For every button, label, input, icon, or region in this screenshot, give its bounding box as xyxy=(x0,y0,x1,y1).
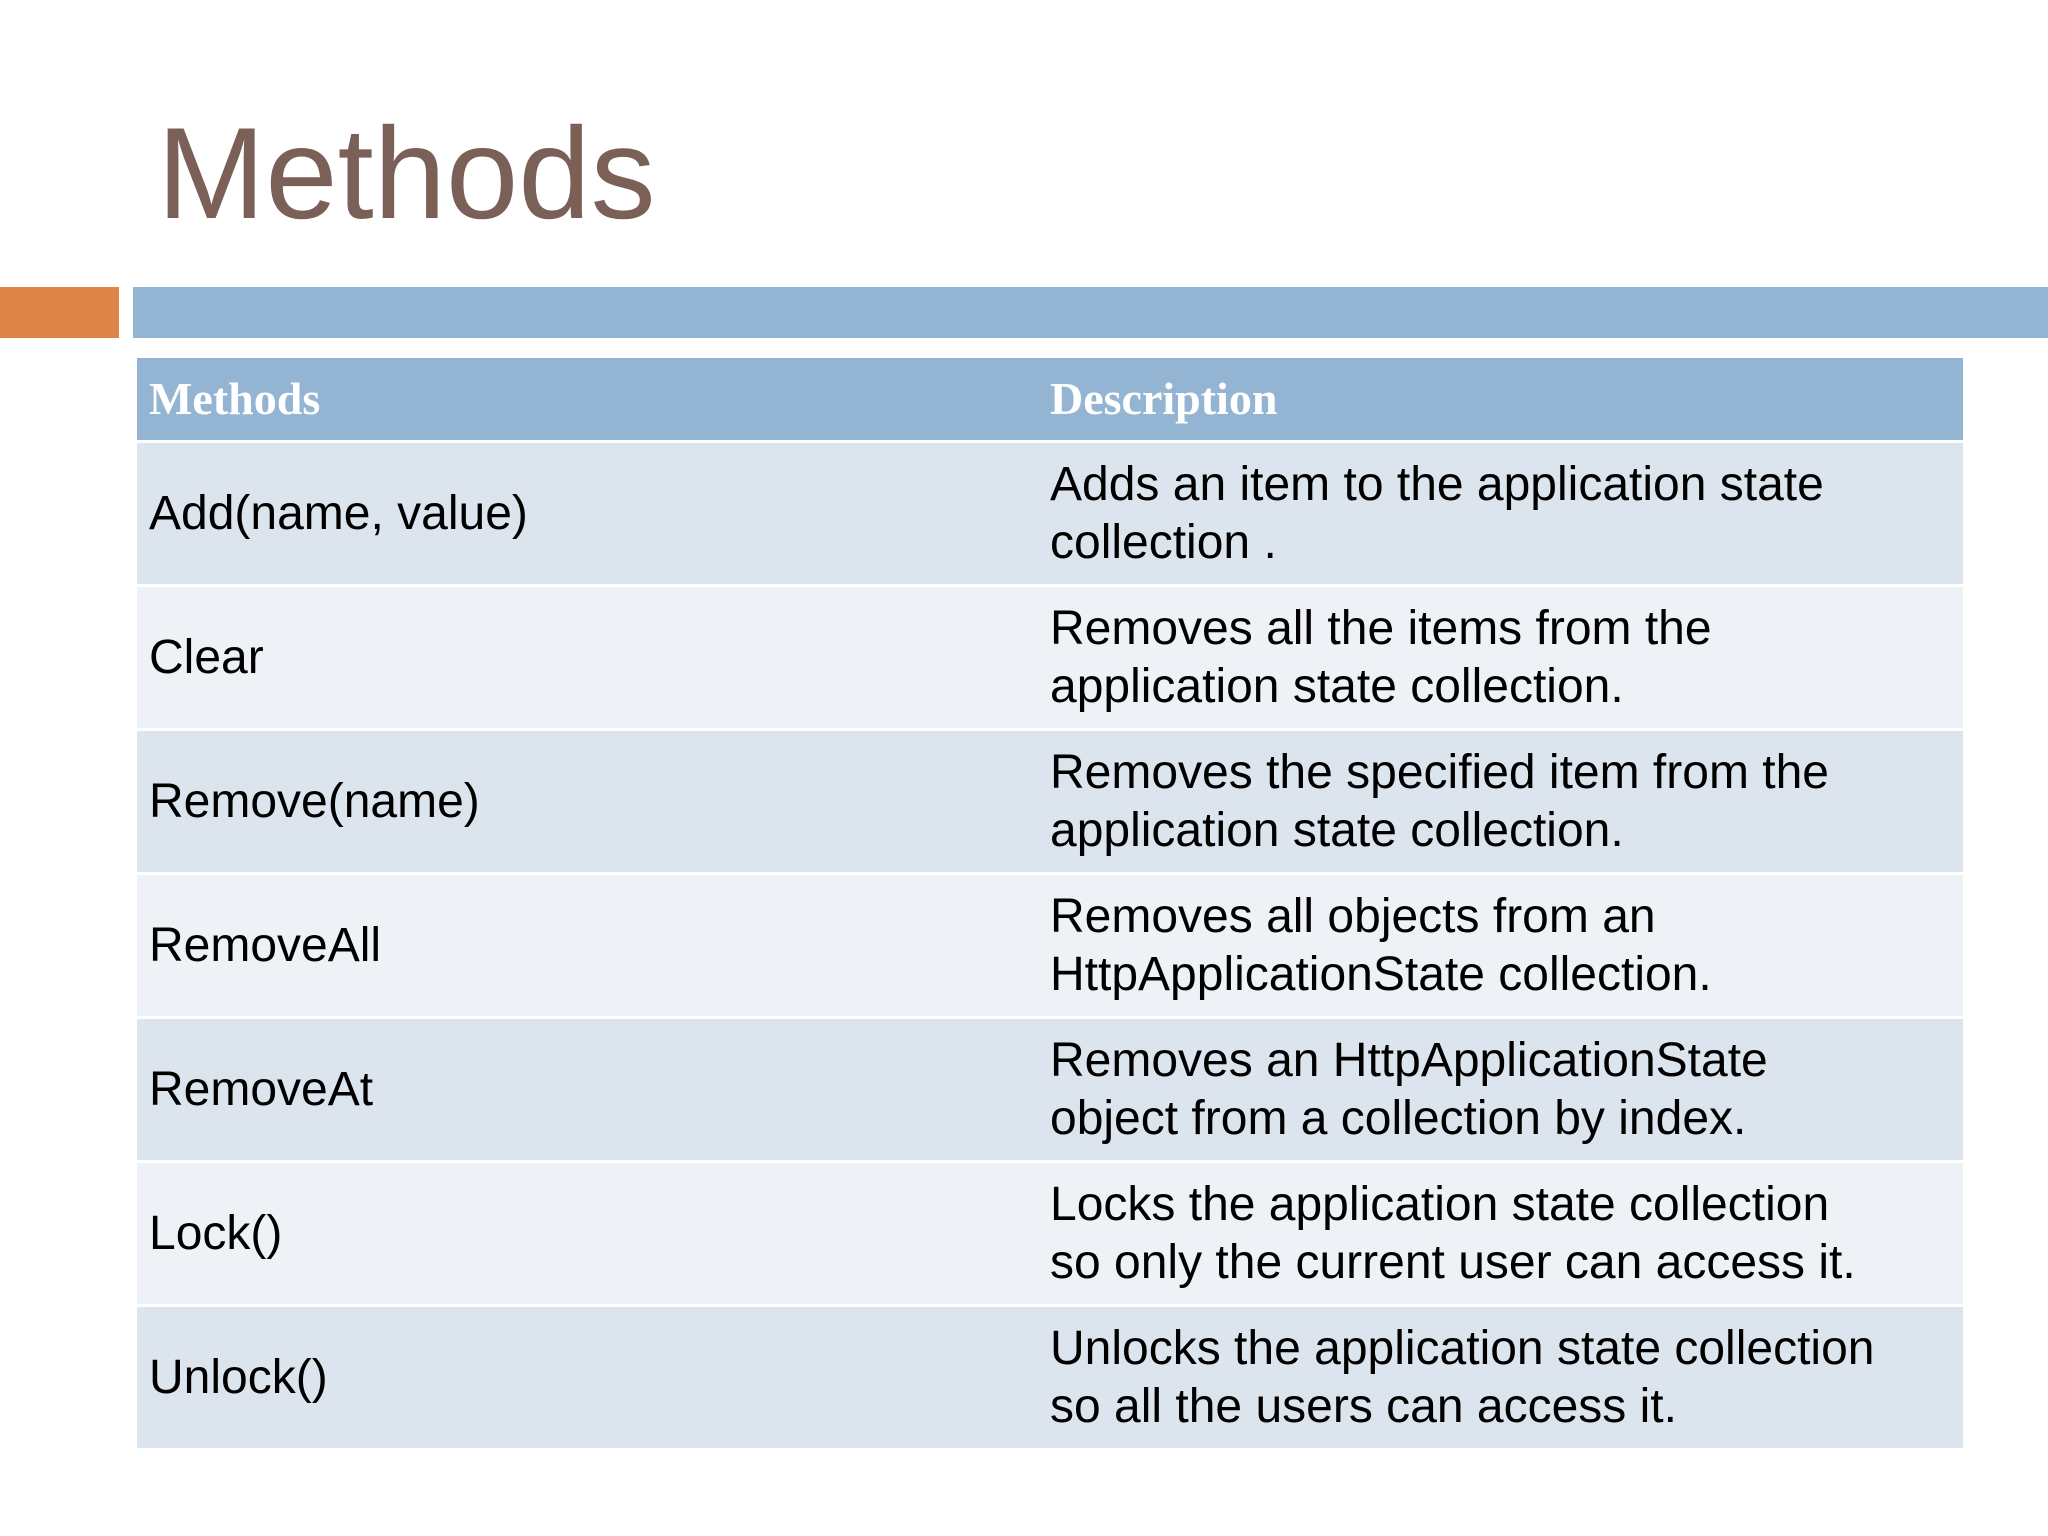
table-row xyxy=(137,1016,1963,1160)
description-cell: Locks the application state collection so only the current user can access it. xyxy=(1050,1177,1856,1289)
description-cell: Removes an HttpApplicationState object from a collection by index. xyxy=(1050,1033,1768,1145)
table-row xyxy=(137,728,1963,872)
method-cell: RemoveAt xyxy=(149,1062,374,1116)
method-cell: Lock() xyxy=(149,1206,283,1260)
method-cell: Clear xyxy=(149,630,264,684)
table-header-row xyxy=(137,358,1963,440)
description-cell: Adds an item to the application state collection . xyxy=(1050,457,1824,569)
description-cell: Removes the specified item from the application state collection. xyxy=(1050,745,1829,857)
table-row xyxy=(137,1160,1963,1304)
description-cell: Unlocks the application state collection so all the users can access it. xyxy=(1050,1321,1875,1433)
header-methods: Methods xyxy=(149,373,321,424)
method-cell: Remove(name) xyxy=(149,774,480,828)
accent-bar-orange xyxy=(0,287,119,338)
description-cell: Removes all objects from an HttpApplicationState collection. xyxy=(1050,889,1712,1001)
table-row xyxy=(137,872,1963,1016)
table-row xyxy=(137,440,1963,584)
method-cell: Add(name, value) xyxy=(149,486,528,540)
table-row xyxy=(137,584,1963,728)
header-description: Description xyxy=(1050,373,1278,424)
method-cell: Unlock() xyxy=(149,1350,328,1404)
description-cell: Removes all the items from the application state collection. xyxy=(1050,601,1712,713)
slide-title: Methods xyxy=(157,100,656,246)
accent-bar-blue xyxy=(133,287,2048,338)
method-cell: RemoveAll xyxy=(149,918,382,972)
methods-table xyxy=(137,358,1963,1448)
table-row xyxy=(137,1304,1963,1448)
